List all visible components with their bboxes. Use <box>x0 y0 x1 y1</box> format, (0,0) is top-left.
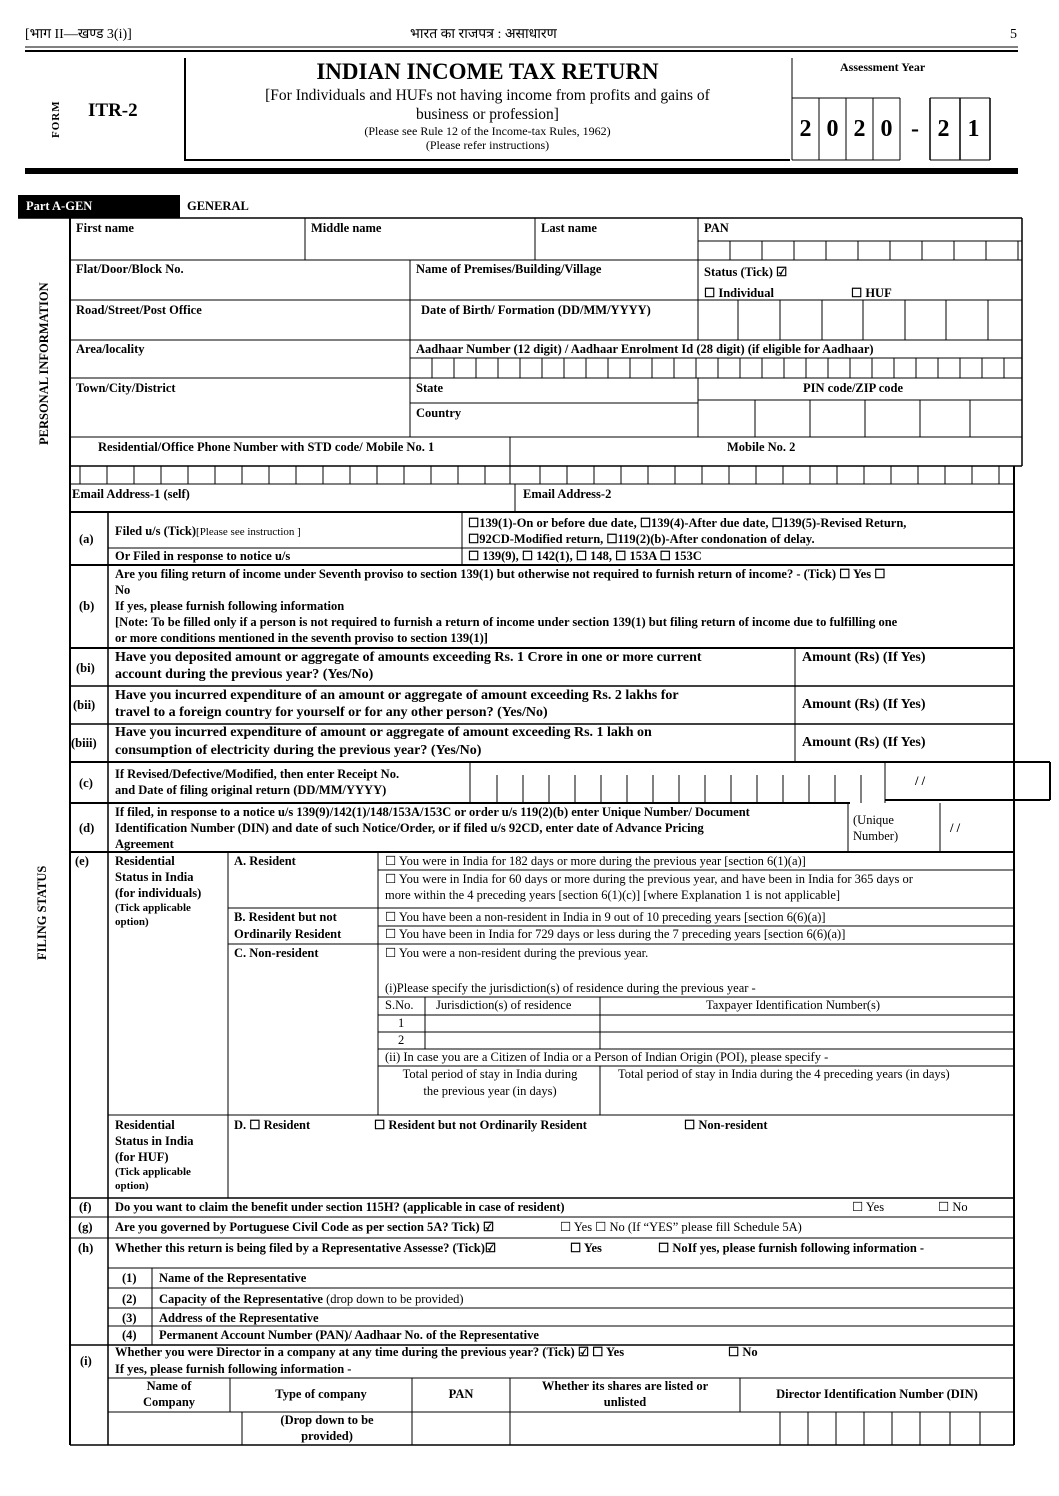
rep-row-label: Address of the Representative <box>159 1311 319 1325</box>
bi-question-2: account during the previous year? (Yes/No) <box>115 667 374 682</box>
section-115h-no[interactable]: ☐ No <box>938 1200 968 1214</box>
aadhaar-label: Aadhaar Number (12 digit) / Aadhaar Enrolment Id (28 digit) (if eligible for Aadhaar) <box>416 342 874 356</box>
col-listed-2: unlisted <box>603 1395 647 1409</box>
seventh-proviso-question: Are you filing return of income under Seventh proviso to section 139(1) but otherwise not required to furnish return of income? - (Tick) ☐ Yes ☐ <box>115 567 886 581</box>
unique-number-label-2: Number) <box>853 829 899 843</box>
rep-capacity-label: Capacity of the Representative <box>159 1292 323 1306</box>
last-name-label: Last name <box>541 221 597 235</box>
notice-label: Or Filed in response to notice u/s <box>115 549 291 563</box>
dob-label: Date of Birth/ Formation (DD/MM/YYYY) <box>421 303 651 317</box>
biii-question-1: Have you incurred expenditure of amount or aggregate of amount exceeding Rs. 1 lakh on <box>115 725 652 740</box>
year-digit: 0 <box>826 116 839 142</box>
pan-label: PAN <box>704 221 729 235</box>
rnor-option-729-days[interactable]: ☐ You have been in India for 729 days or less during the 7 preceding years [section 6(6)(a)] <box>385 927 846 941</box>
row-code-bii: (bii) <box>73 698 96 712</box>
status-huf-checkbox[interactable]: ☐ HUF <box>851 286 892 300</box>
notice-date[interactable]: / / <box>950 821 961 835</box>
middle-name-label: Middle name <box>311 221 382 235</box>
form-subtitle-1: [For Individuals and HUFs not having income from profits and gains of <box>265 87 710 104</box>
huf-status-note-1: (Tick applicable <box>115 1166 191 1178</box>
rnor-label-1: B. Resident but not <box>234 910 337 924</box>
biii-question-2: consumption of electricity during the previous year? (Yes/No) <box>115 743 482 758</box>
col-pan: PAN <box>448 1387 474 1401</box>
representative-yes[interactable]: ☐ Yes <box>570 1241 602 1255</box>
rnor-option-9-of-10[interactable]: ☐ You have been a non-resident in India in 9 out of 10 preceding years [section 6(6)(a)] <box>385 910 826 924</box>
rep-row-num: (1) <box>122 1271 137 1285</box>
area-input[interactable] <box>74 358 408 375</box>
bi-question-1: Have you deposited amount or aggregate of amounts exceeding Rs. 1 Crore in one or more current <box>115 650 702 665</box>
instructions-note: (Please refer instructions) <box>425 138 550 152</box>
filed-us-note: [Please see instruction ] <box>196 526 301 538</box>
seventh-proviso-no: No <box>115 583 131 597</box>
row-code-a: (a) <box>79 532 94 546</box>
col-company-type: Type of company <box>275 1387 367 1401</box>
original-return-date[interactable]: / / <box>915 774 926 788</box>
row-code-h: (h) <box>78 1241 94 1255</box>
stay-previous-year-label-1: Total period of stay in India during <box>402 1067 578 1081</box>
representative-no[interactable]: ☐ NoIf yes, please furnish following information - <box>658 1241 925 1255</box>
dob-input[interactable] <box>700 312 1022 329</box>
middle-name-input[interactable] <box>309 238 533 255</box>
stay-previous-year-label-2: the previous year (in days) <box>423 1084 557 1098</box>
pan-input[interactable] <box>700 242 1022 259</box>
resident-option-60-days-2: more within the 4 preceding years [section 6(1)(c)] [where Explanation 1 is not applicable] <box>385 888 841 902</box>
first-name-label: First name <box>76 221 134 235</box>
jurisdiction-header-residence: Jurisdiction(s) of residence <box>436 998 572 1012</box>
area-label: Area/locality <box>76 342 145 356</box>
row-code-d: (d) <box>79 821 95 835</box>
resident-option-182-days[interactable]: ☐ You were in India for 182 days or more during the previous year [section 6(1)(a)] <box>385 854 806 868</box>
year-digit: 2 <box>937 116 950 142</box>
town-label: Town/City/District <box>76 381 176 395</box>
notice-din-label-2: Identification Number (DIN) and date of such Notice/Order, or if filed u/s 92CD, enter date of Advance Pricing <box>115 821 704 835</box>
year-digit: 0 <box>880 116 893 142</box>
huf-rnor-checkbox[interactable]: ☐ Resident but not Ordinarily Resident <box>374 1118 587 1132</box>
ind-status-note-2: option) <box>115 916 149 928</box>
receipt-label-1: If Revised/Defective/Modified, then enter Receipt No. <box>115 767 400 781</box>
nonresident-label: C. Non-resident <box>234 946 319 960</box>
rep-row-label <box>159 1291 464 1307</box>
assessment-year-label: Assessment Year <box>840 60 926 74</box>
section-115h-yes[interactable]: ☐ Yes <box>852 1200 885 1214</box>
bii-amount-label: Amount (Rs) (If Yes) <box>802 697 926 712</box>
representative-question: Whether this return is being filed by a Representative Assesse? (Tick)☑ <box>115 1241 497 1255</box>
bii-question-1: Have you incurred expenditure of an amount or aggregate of amount exceeding Rs. 2 lakhs for <box>115 688 679 703</box>
header-divider <box>25 168 1018 174</box>
premises-label: Name of Premises/Building/Village <box>416 262 602 276</box>
rep-row-label: Name of the Representative <box>159 1271 307 1285</box>
company-type-dropdown-2: provided) <box>301 1429 353 1443</box>
company-type-dropdown-1[interactable]: (Drop down to be <box>280 1413 374 1427</box>
bii-question-2: travel to a foreign country for yourself or for any other person? (Yes/No) <box>115 705 548 720</box>
flat-label: Flat/Door/Block No. <box>76 262 184 276</box>
filed-us-text: Filed u/s (Tick) <box>115 524 197 538</box>
huf-status-label-3: (for HUF) <box>115 1150 169 1164</box>
row-code-f: (f) <box>79 1200 92 1214</box>
year-digit: 2 <box>799 116 812 142</box>
huf-nonresident-checkbox[interactable]: ☐ Non-resident <box>684 1118 768 1132</box>
notice-options[interactable]: ☐ 139(9), ☐ 142(1), ☐ 148, ☐ 153A ☐ 153C <box>468 549 702 563</box>
ind-status-note-1: (Tick applicable <box>115 902 191 914</box>
row-code-c: (c) <box>79 776 93 790</box>
bi-amount-label: Amount (Rs) (If Yes) <box>802 650 926 665</box>
year-separator: - <box>911 116 919 142</box>
director-info-label: If yes, please furnish following information - <box>115 1362 352 1376</box>
gazette-part: [भाग II—खण्ड 3(i)] <box>25 27 132 42</box>
pin-input[interactable] <box>700 410 1022 427</box>
col-company-name-2: Company <box>142 1395 196 1409</box>
row-code-i: (i) <box>80 1354 92 1368</box>
filed-us-label <box>115 523 301 540</box>
col-listed-1: Whether its shares are listed or <box>541 1379 709 1393</box>
rep-capacity-note: (drop down to be provided) <box>322 1292 464 1306</box>
huf-status-note-2: option) <box>115 1180 149 1192</box>
resident-option-60-days[interactable]: ☐ You were in India for 60 days or more during the previous year, and have been in India for 365 days or <box>385 872 913 886</box>
form-name: ITR-2 <box>88 100 138 121</box>
mobile2-input[interactable] <box>513 467 1015 484</box>
director-question: Whether you were Director in a company at any time during the previous year? (Tick) ☑ ☐ Yes <box>115 1345 625 1359</box>
section-filing-status: FILING STATUS <box>35 865 49 960</box>
rep-row-label: Permanent Account Number (PAN)/ Aadhaar No. of the Representative <box>159 1328 539 1342</box>
status-individual-checkbox[interactable]: ☐ Individual <box>704 286 774 300</box>
seventh-proviso-note-2: or more conditions mentioned in the seventh proviso to section 139(1)] <box>115 631 488 645</box>
rep-row-num: (3) <box>122 1311 137 1325</box>
page-number: 5 <box>1010 27 1017 42</box>
nonresident-option[interactable]: ☐ You were a non-resident during the previous year. <box>385 946 649 960</box>
road-input[interactable] <box>74 320 408 337</box>
aadhaar-input[interactable] <box>412 360 1022 377</box>
rep-row-num: (2) <box>122 1292 137 1306</box>
first-name-input[interactable] <box>74 238 303 255</box>
portuguese-code-options[interactable]: ☐ Yes ☐ No (If “YES” please fill Schedule 5A) <box>560 1220 802 1234</box>
phone-label: Residential/Office Phone Number with STD code/ Mobile No. 1 <box>98 440 435 454</box>
last-name-input[interactable] <box>539 238 698 255</box>
col-company-name-1: Name of <box>146 1379 192 1393</box>
year-digit: 1 <box>967 116 980 142</box>
filed-us-options-2[interactable]: ☐92CD-Modified return, ☐119(2)(b)-After condonation of delay. <box>468 532 815 546</box>
part-badge <box>18 195 180 218</box>
ind-status-label-3: (for individuals) <box>115 886 202 900</box>
gazette-title: भारत का राजपत्र : असाधारण <box>410 27 557 42</box>
biii-amount-label: Amount (Rs) (If Yes) <box>802 735 926 750</box>
pin-label: PIN code/ZIP code <box>803 381 903 395</box>
portuguese-code-question: Are you governed by Portuguese Civil Code as per section 5A? Tick) ☑ <box>115 1220 495 1234</box>
country-label: Country <box>416 406 462 420</box>
row-code-bi: (bi) <box>76 661 95 675</box>
col-din: Director Identification Number (DIN) <box>776 1387 978 1401</box>
jurisdiction-header-sno: S.No. <box>385 998 414 1012</box>
rule-note: (Please see Rule 12 of the Income-tax Rules, 1962) <box>364 124 611 138</box>
ind-status-label-1: Residential <box>115 854 175 868</box>
section-personal-information: PERSONAL INFORMATION <box>37 282 51 445</box>
jurisdiction-instruction: (i)Please specify the jurisdiction(s) of residence during the previous year - <box>385 981 756 995</box>
form-label: FORM <box>50 100 62 138</box>
jurisdiction-header-tin: Taxpayer Identification Number(s) <box>706 998 881 1012</box>
email1-label: Email Address-1 (self) <box>72 487 190 501</box>
mobile2-label: Mobile No. 2 <box>727 440 796 454</box>
huf-resident-checkbox[interactable]: D. ☐ Resident <box>234 1118 311 1132</box>
form-title-block <box>185 58 790 152</box>
receipt-number-input[interactable] <box>472 778 884 795</box>
phone-input[interactable] <box>72 467 511 484</box>
town-input[interactable] <box>74 400 408 417</box>
director-no[interactable]: ☐ No <box>728 1345 758 1359</box>
part-name: GENERAL <box>187 199 249 213</box>
form-title: INDIAN INCOME TAX RETURN <box>316 59 659 84</box>
flat-input[interactable] <box>74 279 408 296</box>
poi-instruction: (ii) In case you are a Citizen of India or a Person of Indian Origin (POI), please specify - <box>385 1050 829 1064</box>
row-code-biii: (biii) <box>71 736 97 750</box>
row-code-e: (e) <box>75 854 89 868</box>
filed-us-options-1[interactable]: ☐139(1)-On or before due date, ☐139(4)-After due date, ☐139(5)-Revised Return, <box>468 516 907 530</box>
rep-row-num: (4) <box>122 1328 137 1342</box>
jurisdiction-row-1: 1 <box>398 1016 405 1030</box>
form-subtitle-2: business or profession] <box>416 106 559 123</box>
seventh-proviso-info: If yes, please furnish following information <box>115 599 345 613</box>
status-label: Status (Tick) ☑ <box>704 265 788 279</box>
huf-status-label-2: Status in India <box>115 1134 194 1148</box>
rnor-label-2: Ordinarily Resident <box>234 927 342 941</box>
huf-status-label-1: Residential <box>115 1118 175 1132</box>
receipt-label-2: and Date of filing original return (DD/MM/YYYY) <box>115 783 387 797</box>
seventh-proviso-note: [Note: To be filled only if a person is not required to furnish a return of income under section 139(1) but filing return of income due to fulfilling one <box>115 615 898 629</box>
year-digit: 2 <box>853 116 866 142</box>
stay-4-years-label: Total period of stay in India during the 4 preceding years (in days) <box>618 1067 950 1081</box>
ind-status-label-2: Status in India <box>115 870 194 884</box>
part-code: Part A-GEN <box>26 199 93 213</box>
state-label: State <box>416 381 444 395</box>
email2-label: Email Address-2 <box>523 487 612 501</box>
row-code-b: (b) <box>79 599 95 613</box>
unique-number-label-1: (Unique <box>853 813 894 827</box>
road-label: Road/Street/Post Office <box>76 303 202 317</box>
premises-input[interactable] <box>414 279 698 296</box>
notice-din-label-3: Agreement <box>115 837 174 851</box>
notice-din-label-1: If filed, in response to a notice u/s 139(9)/142(1)/148/153A/153C or order u/s 119(2)(b) enter Unique Number/ Document <box>115 805 750 819</box>
section-115h-question: Do you want to claim the benefit under section 115H? (applicable in case of resident) <box>115 1200 565 1214</box>
jurisdiction-row-2: 2 <box>398 1033 405 1047</box>
row-code-g: (g) <box>78 1220 93 1234</box>
resident-label: A. Resident <box>234 854 296 868</box>
